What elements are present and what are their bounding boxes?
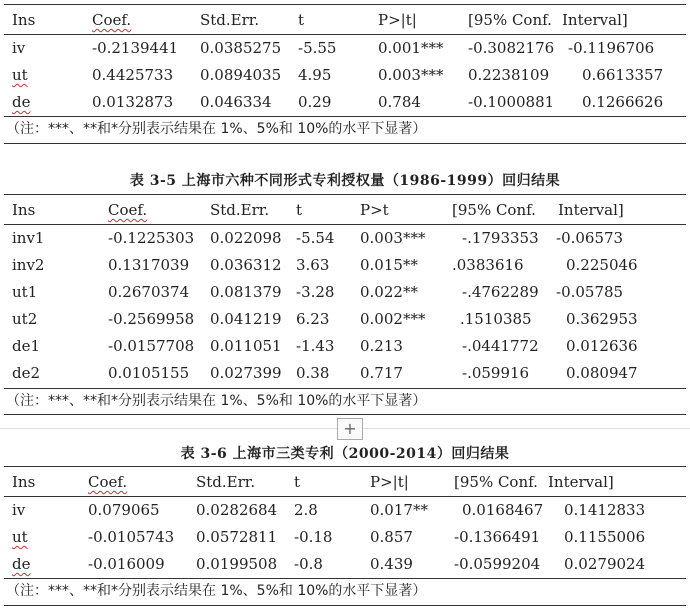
cell-t: 0.38 [296,364,330,382]
cell-ins: de [12,93,31,111]
cell-coef: 0.079065 [88,501,160,519]
table-caption: 表 3-6 上海市三类专利（2000-2014）回归结果 [180,446,510,462]
cell-p: 0.001*** [378,39,444,57]
cell-stderr: 0.041219 [210,310,282,328]
col-coef: Coef. [88,473,128,491]
cell-p: 0.439 [370,555,413,573]
col-p: P>t [360,201,389,219]
cell-stderr: 0.081379 [210,283,282,301]
cell-p: 0.003*** [360,229,426,247]
cell-t: 0.29 [298,93,332,111]
cell-ins: ut2 [12,310,38,328]
cell-coef: 0.0105155 [108,364,190,382]
table-row [0,279,690,305]
cell-ins: inv2 [12,256,45,274]
cell-stderr: 0.0572811 [196,528,278,546]
table-note: （注：***、**和*分别表示结果在 1%、5%和 10%的水平下显著） [6,393,427,409]
cell-conf-high: 0.080947 [566,364,638,382]
cell-coef: -0.1225303 [108,229,195,247]
cell-coef: -0.0105743 [88,528,175,546]
cell-conf-high: -0.05785 [556,283,624,301]
cell-t: 2.8 [294,501,318,519]
col-coef: Coef. [108,201,148,219]
cell-conf-high: -0.1196706 [568,39,655,57]
cell-conf-low: 0.2238109 [468,66,550,84]
col-coef: Coef. [92,11,132,29]
cell-conf-low: .1510385 [460,310,532,328]
col-conf-low: [95% Conf. [452,201,536,219]
cell-t: 3.63 [296,256,330,274]
cell-coef: 0.0132873 [92,93,174,111]
table-top-rule [4,4,686,5]
add-button[interactable]: + [337,418,363,440]
table-header-row [0,197,690,223]
cell-stderr: 0.0199508 [196,555,278,573]
cell-ins: iv [12,39,26,57]
cell-conf-high: 0.1266626 [582,93,664,111]
note-rule [4,605,686,606]
cell-conf-low: -.0441772 [462,337,539,355]
table-row [0,252,690,278]
table-caption: 表 3-5 上海市六种不同形式专利授权量（1986-1999）回归结果 [129,173,561,189]
cell-stderr: 0.046334 [200,93,272,111]
cell-stderr: 0.0385275 [200,39,282,57]
col-conf-high: Interval] [548,473,614,491]
cell-conf-low: .0383616 [452,256,524,274]
cell-p: 0.002*** [360,310,426,328]
cell-t: -0.8 [294,555,323,573]
cell-p: 0.717 [360,364,403,382]
cell-coef: -0.016009 [88,555,165,573]
col-p: P>|t| [378,11,417,29]
col-conf-high: Interval] [562,11,628,29]
table-row [0,333,690,359]
cell-p: 0.784 [378,93,421,111]
cell-ins: de1 [12,337,41,355]
col-stderr: Std.Err. [200,11,260,29]
cell-conf-high: 0.225046 [566,256,638,274]
cell-conf-low: -0.0599204 [454,555,541,573]
col-conf-low: [95% Conf. [468,11,552,29]
cell-t: -1.43 [296,337,335,355]
col-stderr: Std.Err. [210,201,270,219]
cell-ins: ut [12,66,28,84]
cell-conf-low: 0.0168467 [462,501,544,519]
cell-stderr: 0.022098 [210,229,282,247]
cell-p: 0.015** [360,256,418,274]
table-row [0,225,690,251]
cell-t: -5.54 [296,229,335,247]
cell-conf-low: -0.1366491 [454,528,541,546]
table-top-rule [4,466,686,467]
col-t: t [298,11,305,29]
col-t: t [294,473,301,491]
cell-coef: 0.1317039 [108,256,190,274]
cell-coef: -0.0157708 [108,337,195,355]
cell-coef: 0.4425733 [92,66,174,84]
col-conf-low: [95% Conf. [454,473,538,491]
cell-p: 0.213 [360,337,403,355]
cell-conf-high: 0.1155006 [564,528,646,546]
cell-conf-high: 0.362953 [566,310,638,328]
cell-ins: ut1 [12,283,38,301]
cell-p: 0.857 [370,528,413,546]
table-row [0,306,690,332]
cell-t: -3.28 [296,283,335,301]
col-ins: Ins [12,473,36,491]
col-p: P>|t| [370,473,409,491]
cell-conf-high: -0.06573 [556,229,624,247]
cell-ins: inv1 [12,229,45,247]
cell-p: 0.022** [360,283,418,301]
cell-t: 4.95 [298,66,332,84]
cell-coef: -0.2139441 [92,39,179,57]
cell-stderr: 0.036312 [210,256,282,274]
note-rule [4,143,686,144]
cell-t: 6.23 [296,310,330,328]
cell-t: -0.18 [294,528,333,546]
table-header-row [0,469,690,495]
cell-p: 0.003*** [378,66,444,84]
cell-conf-high: 0.0279024 [564,555,646,573]
table-row [0,360,690,386]
cell-conf-low: -.4762289 [462,283,539,301]
cell-ins: de [12,555,31,573]
table-row [0,551,690,577]
table-note: （注：***、**和*分别表示结果在 1%、5%和 10%的水平下显著） [6,121,427,137]
cell-conf-low: -0.3082176 [468,39,555,57]
table-row [0,35,690,61]
cell-conf-high: 0.1412833 [564,501,646,519]
cell-conf-low: -.1793353 [462,229,539,247]
cell-stderr: 0.0894035 [200,66,282,84]
cell-conf-high: 0.012636 [566,337,638,355]
col-t: t [296,201,303,219]
cell-coef: 0.2670374 [108,283,190,301]
table-top-rule [4,194,686,195]
table-note: （注：***、**和*分别表示结果在 1%、5%和 10%的水平下显著） [6,583,427,599]
table-header-row [0,7,690,33]
cell-t: -5.55 [298,39,337,57]
cell-stderr: 0.027399 [210,364,282,382]
table-row [0,62,690,88]
cell-conf-high: 0.6613357 [582,66,664,84]
cell-conf-low: -.059916 [462,364,530,382]
cell-ins: iv [12,501,26,519]
cell-ins: ut [12,528,28,546]
cell-stderr: 0.0282684 [196,501,278,519]
table-row [0,524,690,550]
col-stderr: Std.Err. [196,473,256,491]
table-row [0,89,690,115]
cell-p: 0.017** [370,501,428,519]
col-ins: Ins [12,11,36,29]
note-rule [4,414,686,415]
cell-conf-low: -0.1000881 [468,93,555,111]
cell-ins: de2 [12,364,41,382]
cell-coef: -0.2569958 [108,310,195,328]
col-conf-high: Interval] [558,201,624,219]
cell-stderr: 0.011051 [210,337,282,355]
table-row [0,497,690,523]
col-ins: Ins [12,201,36,219]
